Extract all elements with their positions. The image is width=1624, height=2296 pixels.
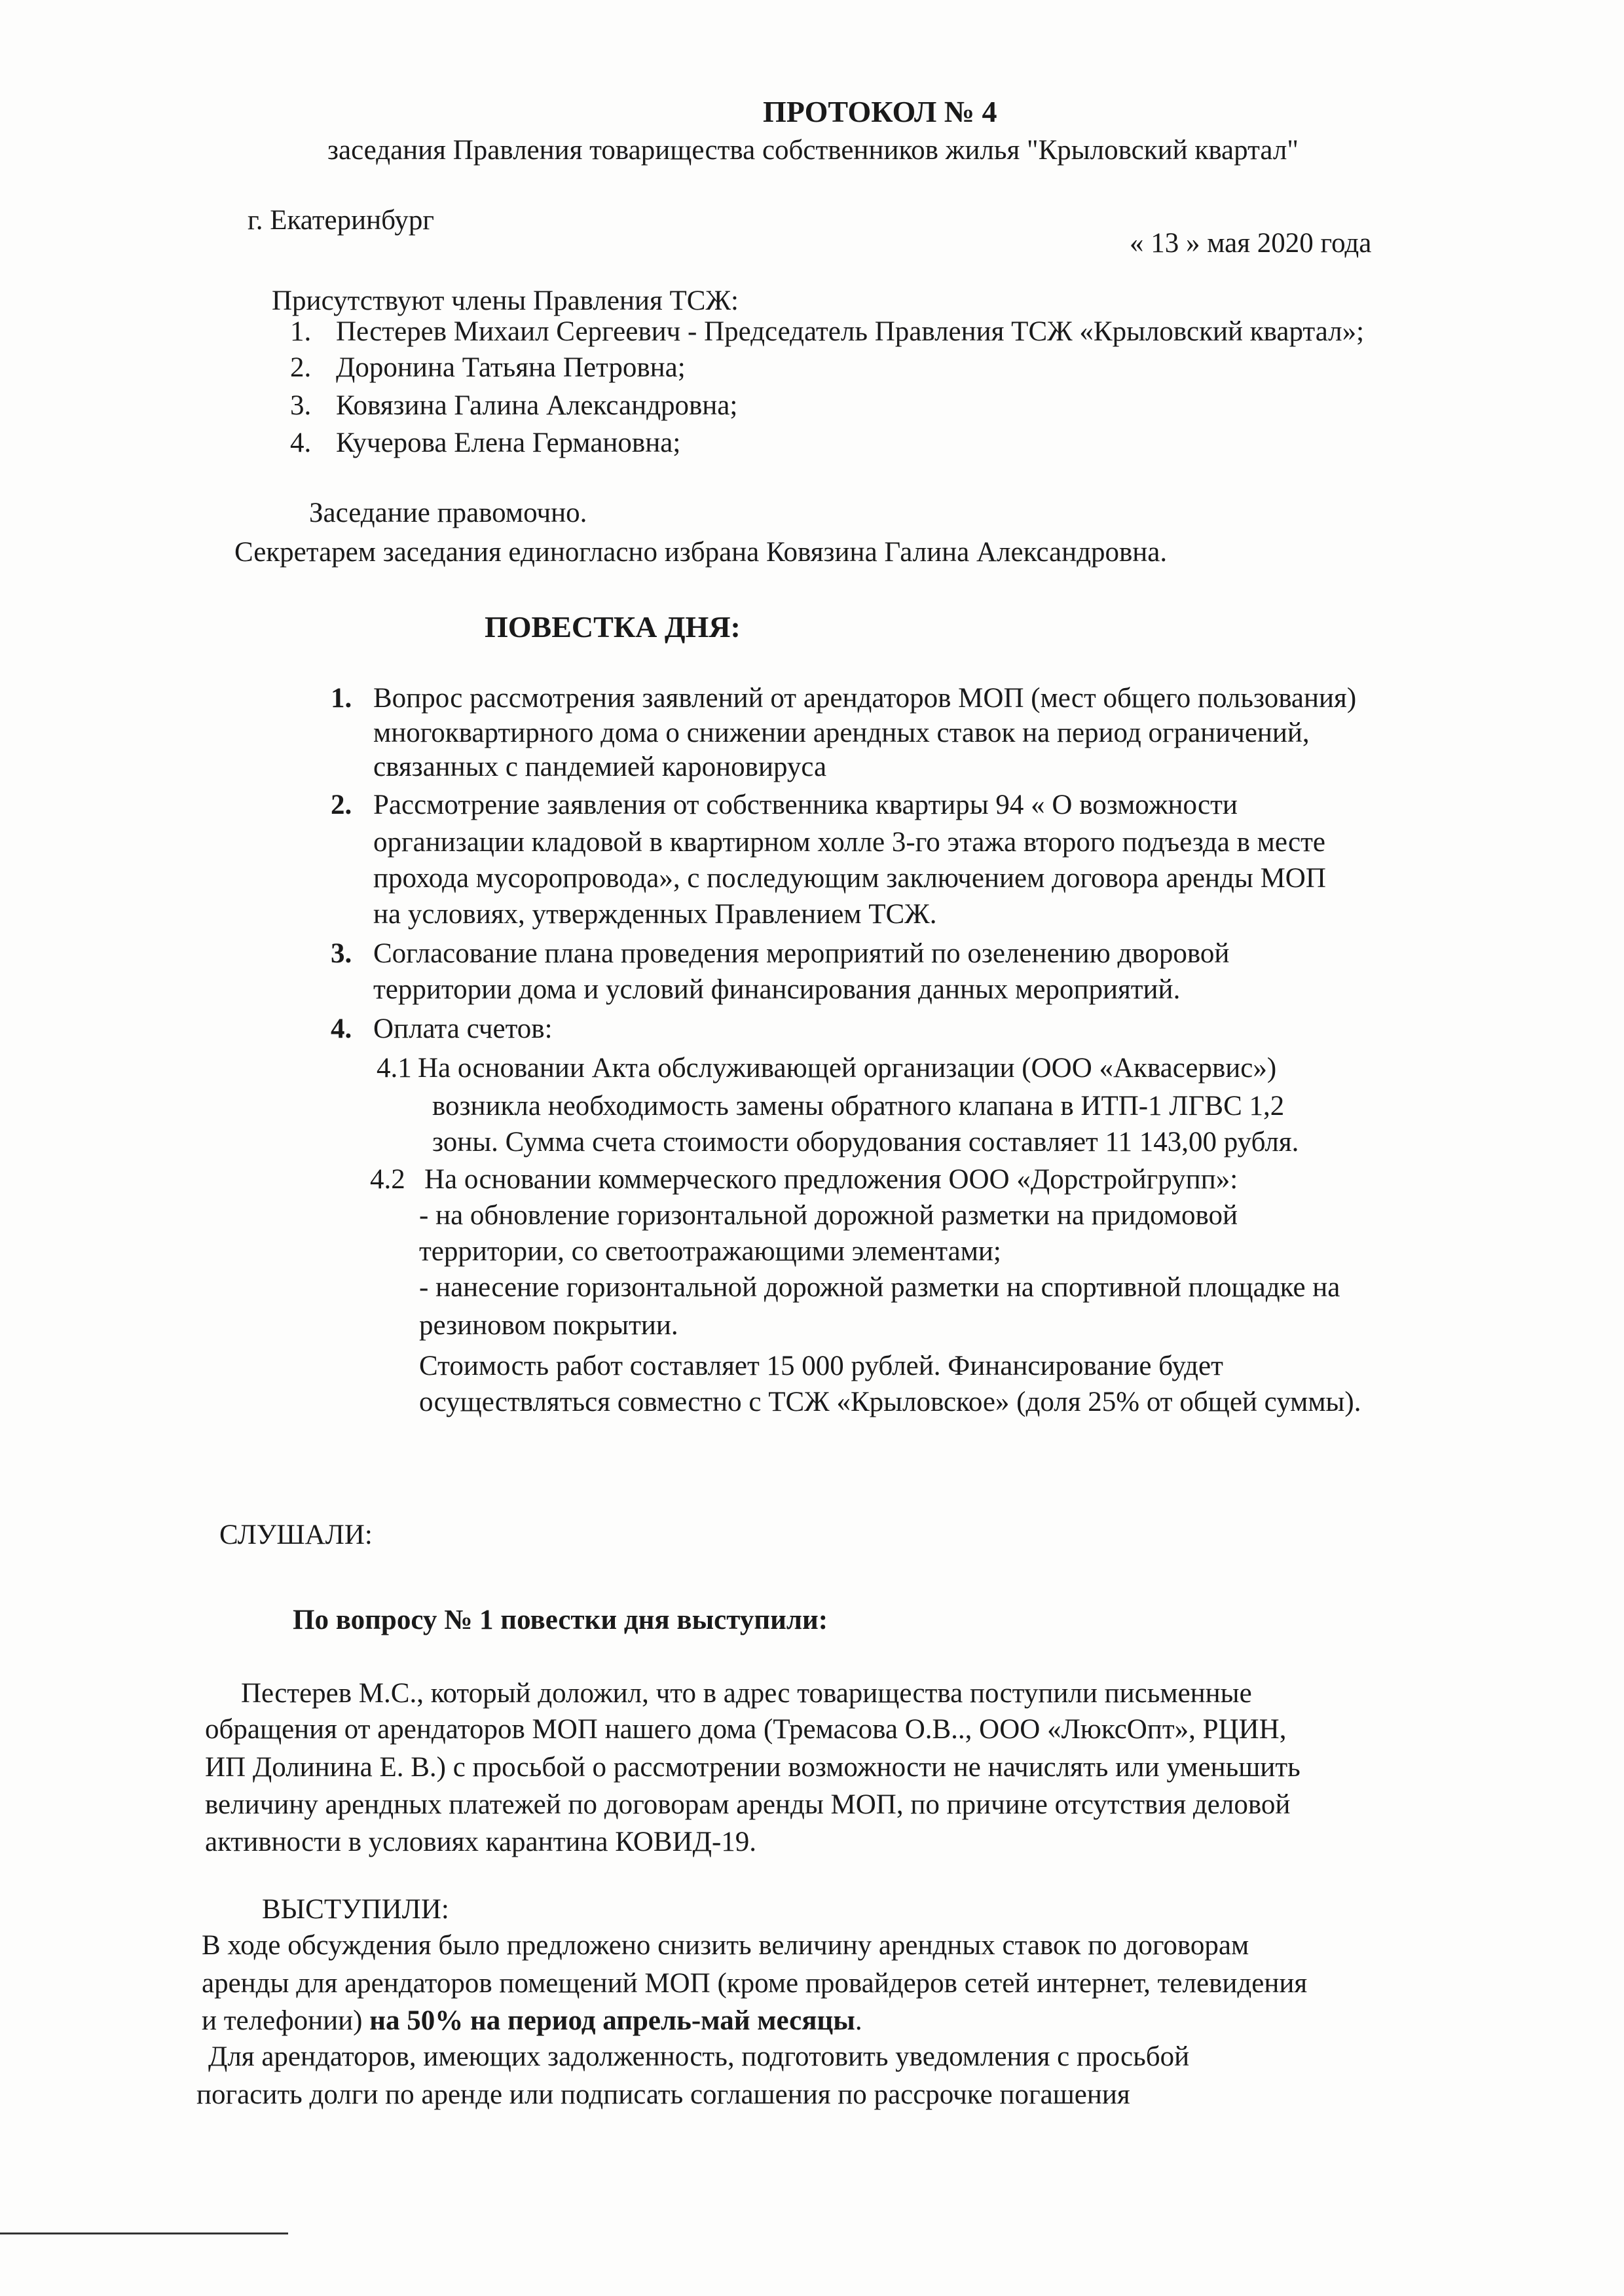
discussion-punctuation: . (855, 2005, 862, 2036)
protocol-title: ПРОТОКОЛ № 4 (763, 95, 997, 128)
report-line: активности в условиях карантина КОВИД-19. (205, 1827, 757, 1857)
debt-line: Для арендаторов, имеющих задолженность, подготовить уведомления с просьбой (208, 2041, 1190, 2072)
attendee-name: Кучерова Елена Германовна; (336, 428, 681, 458)
listened-label: СЛУШАЛИ: (219, 1520, 373, 1550)
sub-item-line: территории, со светоотражающими элементами; (419, 1236, 1001, 1267)
attendee-name: Пестерев Михаил Сергеевич - Председатель Правления ТСЖ «Крыловский квартал»; (336, 316, 1365, 347)
agenda-item-line: организации кладовой в квартирном холле 3-го этажа второго подъезда в месте (373, 827, 1326, 858)
attendee-name: Ковязина Галина Александровна; (336, 390, 738, 421)
agenda-item-label: Оплата счетов: (373, 1013, 553, 1044)
agenda-heading: ПОВЕСТКА ДНЯ: (485, 610, 741, 644)
agenda-item-line: Вопрос рассмотрения заявлений от арендаторов МОП (мест общего пользования) (373, 683, 1357, 714)
attendee-number: 2. (290, 352, 312, 383)
discussion-line (202, 2007, 862, 2035)
agenda-item-number: 1. (331, 683, 352, 714)
attendee-number: 3. (290, 390, 312, 421)
question-1-heading: По вопросу № 1 повестки дня выступили: (293, 1605, 828, 1635)
discussion-line: аренды для арендаторов помещений МОП (кроме провайдеров сетей интернет, телевидения (202, 1968, 1308, 1999)
sub-item-line: зоны. Сумма счета стоимости оборудования составляет 11 143,00 рубля. (432, 1127, 1299, 1157)
report-line: Пестерев М.С., который доложил, что в адрес товарищества поступили письменные (241, 1678, 1252, 1709)
agenda-item-line: территории дома и условий финансирования данных мероприятий. (373, 974, 1181, 1005)
date: « 13 » мая 2020 года (1130, 228, 1372, 259)
sub-item-line: возникла необходимость замены обратного клапана в ИТП-1 ЛГВС 1,2 (432, 1091, 1285, 1121)
sub-item-line: осуществляться совместно с ТСЖ «Крыловское» (доля 25% от общей суммы). (419, 1387, 1361, 1417)
attendee-number: 1. (290, 316, 312, 347)
bottom-edge-rule (0, 2232, 288, 2234)
secretary-statement: Секретарем заседания единогласно избрана Ковязина Галина Александровна. (234, 537, 1168, 568)
protocol-subtitle: заседания Правления товарищества собственников жилья "Крыловский квартал" (327, 135, 1299, 166)
sub-item-line: - нанесение горизонтальной дорожной разметки на спортивной площадке на (419, 1272, 1340, 1303)
report-line: обращения от арендаторов МОП нашего дома (Тремасова О.В.., ООО «ЛюксОпт», РЦИН, (205, 1714, 1287, 1745)
agenda-item-line: на условиях, утвержденных Правлением ТСЖ. (373, 899, 937, 930)
agenda-item-line: связанных с пандемией кароновируса (373, 752, 827, 782)
agenda-item-number: 4. (331, 1013, 352, 1044)
agenda-item-line: Согласование плана проведения мероприятий по озеленению дворовой (373, 938, 1230, 969)
attendees-intro: Присутствуют члены Правления ТСЖ: (272, 285, 739, 316)
spoke-label: ВЫСТУПИЛИ: (262, 1894, 449, 1925)
agenda-item-line: Рассмотрение заявления от собственника квартиры 94 « О возможности (373, 790, 1238, 820)
quorum-statement: Заседание правомочно. (309, 498, 587, 528)
city: г. Екатеринбург (248, 205, 435, 236)
discount-emphasis: на 50% на период апрель-май месяцы (369, 2005, 855, 2036)
agenda-item-line: прохода мусоропровода», с последующим заключением договора аренды МОП (373, 863, 1326, 894)
discussion-text: и телефонии) (202, 2005, 370, 2036)
sub-item-number: 4.2 (370, 1164, 405, 1195)
agenda-item-line: многоквартирного дома о снижении арендных ставок на период ограничений, (373, 718, 1310, 748)
sub-item-line: резиновом покрытии. (419, 1310, 678, 1341)
attendee-number: 4. (290, 428, 312, 458)
sub-item-line: Стоимость работ составляет 15 000 рублей. Финансирование будет (419, 1351, 1223, 1381)
report-line: ИП Долинина Е. В.) с просьбой о рассмотрении возможности не начислять или уменьшить (205, 1752, 1301, 1783)
sub-item-line: На основании Акта обслуживающей организации (ООО «Аквасервис») (418, 1053, 1277, 1084)
report-line: величину арендных платежей по договорам аренды МОП, по причине отсутствия деловой (205, 1789, 1291, 1820)
agenda-item-number: 3. (331, 938, 352, 969)
discussion-line: В ходе обсуждения было предложено снизить величину арендных ставок по договорам (202, 1930, 1249, 1961)
sub-item-number: 4.1 (377, 1053, 412, 1084)
debt-line: погасить долги по аренде или подписать соглашения по рассрочке погашения (196, 2079, 1130, 2110)
sub-item-line: На основании коммерческого предложения ООО «Дорстройгрупп»: (424, 1164, 1238, 1195)
agenda-item-number: 2. (331, 790, 352, 820)
attendee-name: Доронина Татьяна Петровна; (336, 352, 686, 383)
sub-item-line: - на обновление горизонтальной дорожной разметки на придомовой (419, 1200, 1238, 1231)
